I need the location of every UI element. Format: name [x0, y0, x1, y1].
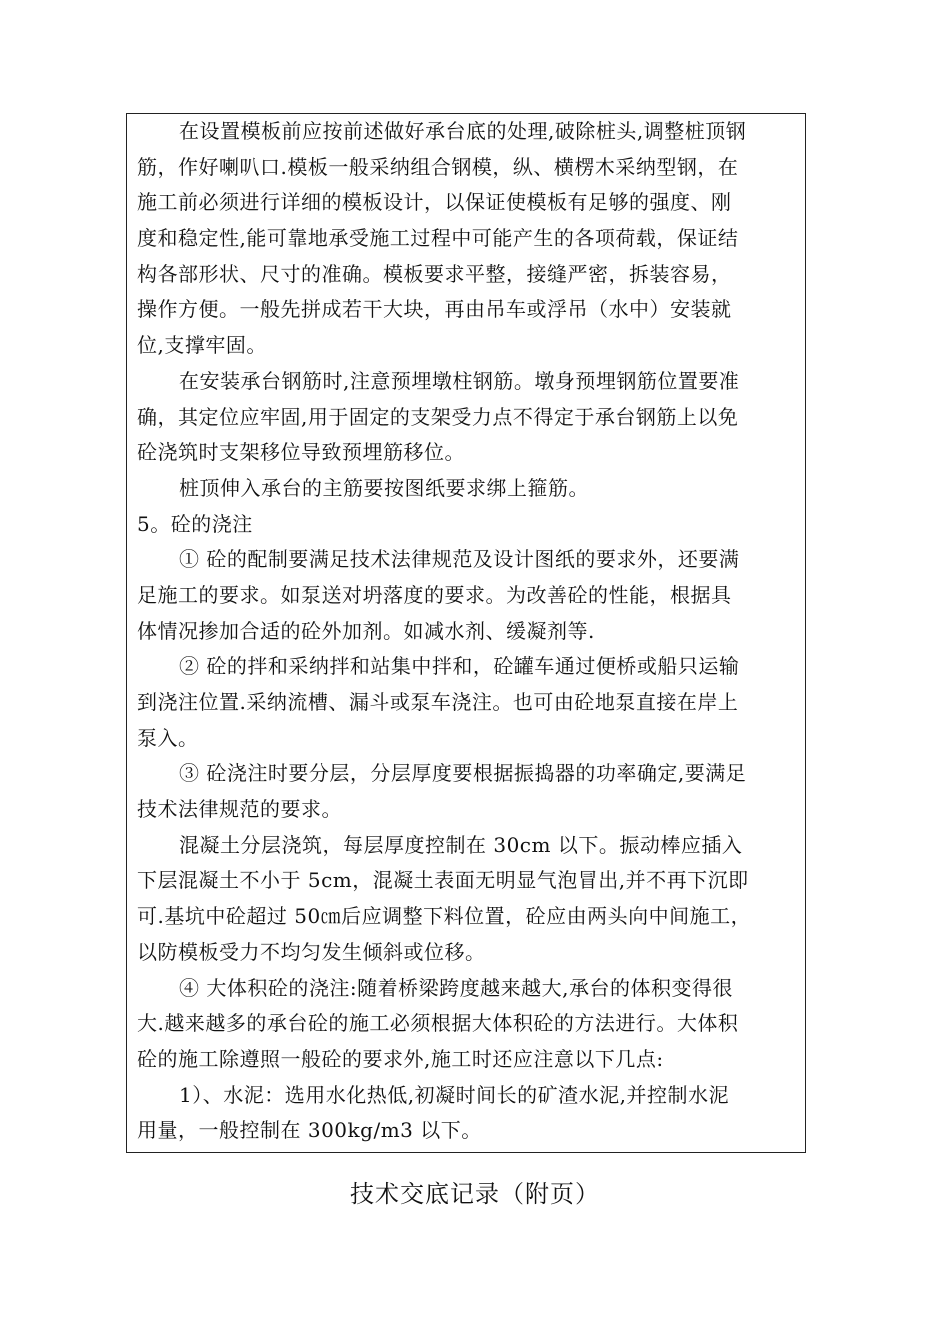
text-line: 在安装承台钢筋时,注意预埋墩柱钢筋。墩身预埋钢筋位置要准	[179, 368, 740, 393]
text-line: ③ 砼浇注时要分层，分层厚度要根据振捣器的功率确定,要满足	[179, 761, 747, 786]
text-line: 到浇注位置.采纳流槽、漏斗或泵车浇注。也可由砼地泵直接在岸上	[137, 690, 739, 714]
text-line: 足施工的要求。如泵送对坍落度的要求。为改善砼的性能，根据具	[137, 582, 732, 607]
document-body	[137, 114, 793, 1149]
text-line: ④ 大体积砼的浇注:随着桥梁跨度越来越大,承台的体积变得很	[179, 975, 733, 1000]
text-line: 大.越来越多的承台砼的施工必须根据大体积砼的方法进行。大体积	[137, 1011, 739, 1036]
text-line: 在设置模板前应按前述做好承台底的处理,破除桩头,调整桩顶钢	[179, 119, 747, 143]
text-line: 泵入。	[137, 725, 199, 750]
text-line: 体情况掺加合适的砼外加剂。如减水剂、缓凝剂等.	[137, 618, 595, 643]
text-line: 操作方便。一般先拼成若干大块，再由吊车或浮吊（水中）安装就	[137, 297, 732, 322]
text-line: 可.基坑中砼超过 50㎝后应调整下料位置，砼应由两头向中间施工，	[137, 904, 752, 929]
text-line: 1）、水泥：选用水化热低,初凝时间长的矿渣水泥,并控制水泥	[179, 1082, 729, 1107]
text-line: ② 砼的拌和采纳拌和站集中拌和，砼罐车通过便桥或船只运输	[179, 654, 740, 679]
text-line: 位,支撑牢固。	[137, 333, 267, 358]
text-line: 施工前必须进行详细的模板设计，以保证使模板有足够的强度、刚	[137, 190, 732, 215]
text-line: ① 砼的配制要满足技术法律规范及设计图纸的要求外，还要满	[179, 547, 740, 572]
text-line: 用量，一般控制在 300kg/m3 以下。	[137, 1118, 482, 1143]
text-line: 筋，作好喇叭口.模板一般采纳组合钢模，纵、横楞木采纳型钢，在	[137, 154, 739, 179]
text-line: 以防模板受力不均匀发生倾斜或位移。	[137, 939, 486, 964]
text-line: 砼的施工除遵照一般砼的要求外,施工时还应注意以下几点:	[137, 1046, 664, 1071]
text-line: 构各部形状、尺寸的准确。模板要求平整，接缝严密，拆装容易，	[137, 261, 732, 286]
text-line: 砼浇筑时支架移位导致预埋筋移位。	[137, 440, 465, 465]
text-line: 技术法律规范的要求。	[137, 797, 342, 822]
text-line: 确，其定位应牢固,用于固定的支架受力点不得定于承台钢筋上以免	[137, 404, 739, 429]
text-line: 混凝土分层浇筑，每层厚度控制在 30cm 以下。振动棒应插入	[179, 832, 743, 857]
text-line: 度和稳定性,能可靠地承受施工过程中可能产生的各项荷载，保证结	[137, 226, 739, 251]
page-title: 技术交底记录（附页）	[350, 1180, 600, 1208]
text-line: 5。砼的浇注	[137, 511, 253, 536]
text-line: 桩顶伸入承台的主筋要按图纸要求绑上箍筋。	[179, 475, 589, 500]
text-line: 下层混凝土不小于 5cm，混凝土表面无明显气泡冒出,并不再下沉即	[137, 868, 749, 893]
content-table-cell	[126, 113, 806, 1153]
